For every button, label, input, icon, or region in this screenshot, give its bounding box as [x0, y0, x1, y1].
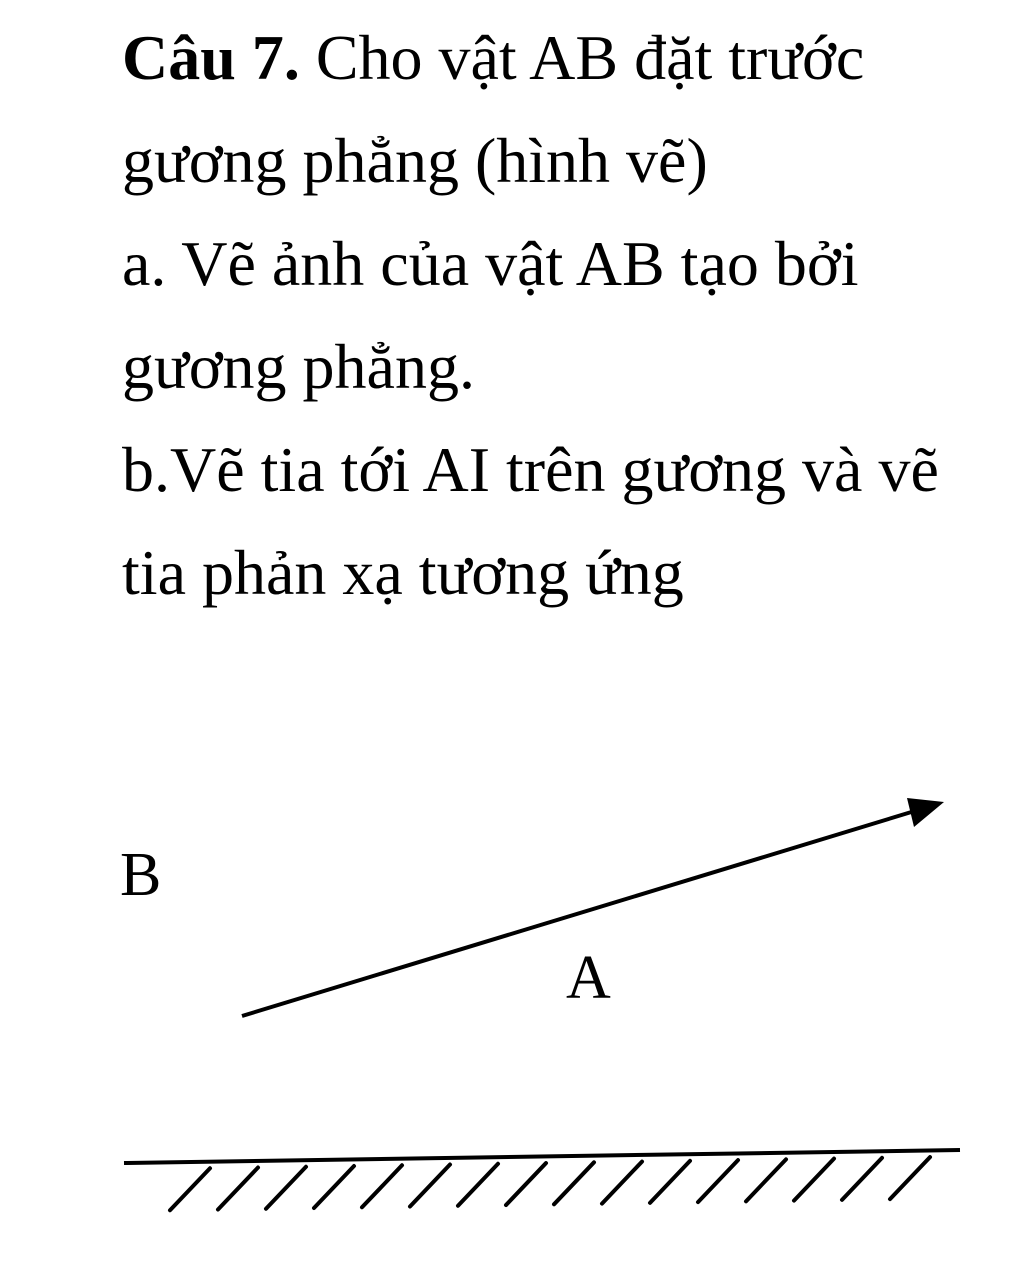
mirror-hatch-mark — [794, 1159, 834, 1201]
mirror-hatch-mark — [410, 1165, 450, 1207]
mirror-hatch-mark — [554, 1162, 594, 1204]
mirror-hatch-mark — [842, 1158, 882, 1200]
mirror-hatching — [170, 1157, 930, 1210]
mirror-hatch-mark — [602, 1162, 642, 1204]
mirror-hatch-mark — [746, 1159, 786, 1201]
question-part-b: b.Vẽ tia tới AI trên gương và vẽ tia phản xạ tương ứng — [122, 434, 939, 608]
question-intro: Cho vật AB đặt trước gương phẳng (hình vẽ) — [122, 22, 865, 196]
mirror-hatch-mark — [698, 1160, 738, 1202]
mirror-hatch-mark — [266, 1167, 306, 1209]
mirror-hatch-mark — [218, 1168, 258, 1210]
question-intro-paragraph — [122, 6, 1002, 212]
mirror-surface — [124, 1150, 960, 1163]
mirror-hatch-mark — [458, 1164, 498, 1206]
mirror-hatch-mark — [170, 1168, 210, 1210]
mirror-figure — [0, 760, 1024, 1276]
mirror-hatch-mark — [890, 1157, 930, 1199]
mirror-hatch-mark — [506, 1163, 546, 1205]
question-part-a: a. Vẽ ảnh của vật AB tạo bởi gương phẳng. — [122, 228, 859, 402]
mirror-hatch-mark — [362, 1165, 402, 1207]
mirror-hatch-mark — [314, 1166, 354, 1208]
question-block — [122, 6, 1002, 624]
object-ab-arrowhead — [907, 798, 944, 827]
point-a-label: A — [566, 944, 611, 1012]
figure-svg — [0, 760, 1024, 1276]
mirror-hatch-mark — [650, 1161, 690, 1203]
point-b-label: B — [120, 841, 162, 909]
question-number: Câu 7. — [122, 22, 300, 93]
